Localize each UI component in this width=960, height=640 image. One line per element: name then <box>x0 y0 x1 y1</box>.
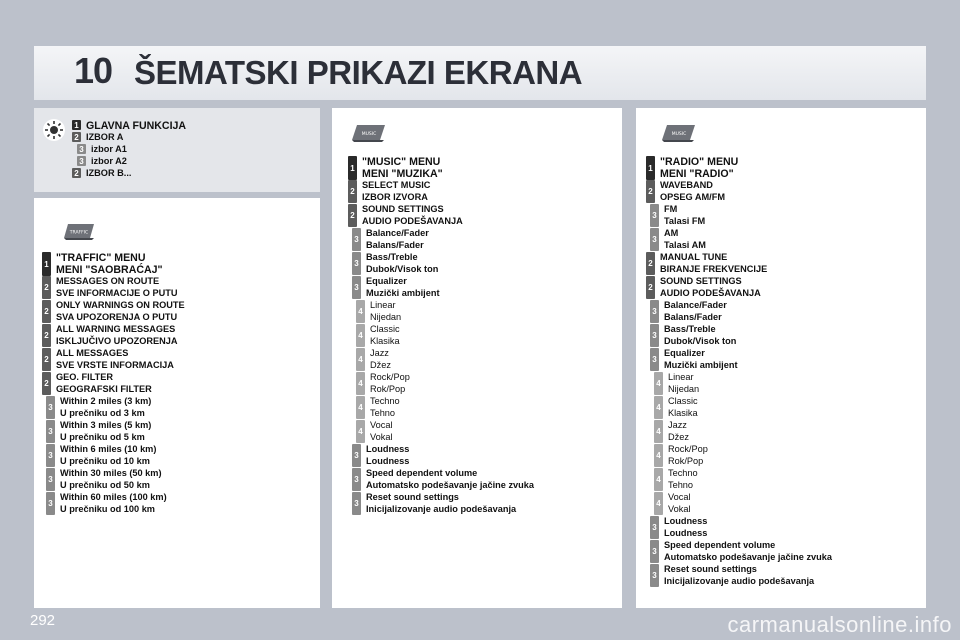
entry-text <box>370 348 391 371</box>
entry-line: Linear <box>370 300 396 310</box>
menu-entry <box>654 420 689 443</box>
level-badge: 4 <box>654 444 663 467</box>
entry-line: Vokal <box>668 503 691 514</box>
level-badge: 3 <box>46 492 55 515</box>
level-badge: 3 <box>352 252 361 275</box>
entry-text <box>56 324 178 347</box>
entry-line: Muzički ambijent <box>366 287 440 298</box>
entry-text <box>664 228 706 251</box>
entry-line: Balans/Fader <box>366 239 424 250</box>
entry-text <box>668 420 689 443</box>
level-badge: 4 <box>654 396 663 419</box>
level-badge: 3 <box>650 324 659 347</box>
menu-entry <box>650 228 706 251</box>
radio-icon-label: MUSIC <box>671 132 687 137</box>
entry-line: U prečniku od 10 km <box>60 455 150 466</box>
level-badge: 2 <box>646 276 655 299</box>
menu-entry <box>46 492 167 515</box>
level-badge: 3 <box>46 468 55 491</box>
entry-line: ALL MESSAGES <box>56 348 129 358</box>
entry-text <box>366 492 516 515</box>
menu-entry <box>654 492 690 515</box>
level-badge: 3 <box>352 468 361 491</box>
entry-line: GEOGRAFSKI FILTER <box>56 383 152 394</box>
entry-line: MANUAL TUNE <box>660 252 728 262</box>
entry-text <box>91 156 127 168</box>
level-badge: 4 <box>356 420 365 443</box>
entry-line: GEO. FILTER <box>56 372 113 382</box>
entry-line: Within 60 miles (100 km) <box>60 492 167 502</box>
entry-line: Loudness <box>664 527 708 538</box>
level-badge: 4 <box>654 372 663 395</box>
level-badge: 3 <box>46 420 55 443</box>
entry-text <box>86 132 123 144</box>
entry-line: Speed dependent volume <box>366 468 478 478</box>
level-badge: 2 <box>42 348 51 371</box>
level-badge: 3 <box>77 156 86 166</box>
entry-line: AUDIO PODEŠAVANJA <box>362 215 463 226</box>
entry-text <box>366 468 534 491</box>
entry-line: Džez <box>370 359 391 370</box>
main-function-icon <box>42 118 66 142</box>
level-badge: 2 <box>348 204 357 227</box>
entry-line: Loudness <box>664 516 708 526</box>
menu-entry <box>646 276 761 299</box>
menu-entry <box>650 324 736 347</box>
level-badge: 4 <box>356 372 365 395</box>
entry-line: OPSEG AM/FM <box>660 191 725 202</box>
menu-entry <box>42 372 152 395</box>
traffic-icon-label: TRAFFIC <box>69 230 89 236</box>
entry-text <box>362 156 443 180</box>
menu-entry <box>46 444 156 467</box>
entry-line: U prečniku od 3 km <box>60 407 145 418</box>
level-badge: 4 <box>654 420 663 443</box>
entry-text <box>366 228 429 251</box>
entry-text <box>60 468 162 491</box>
entry-line: FM <box>664 204 678 214</box>
entry-line: MENI "SAOBRAĆAJ" <box>56 264 163 276</box>
level-badge: 2 <box>72 132 81 142</box>
level-badge: 4 <box>356 324 365 347</box>
entry-text <box>664 348 738 371</box>
entry-line: Reset sound settings <box>366 492 459 502</box>
level-badge: 3 <box>650 516 659 539</box>
entry-line: Techno <box>370 396 400 406</box>
entry-line: Balance/Fader <box>664 300 727 310</box>
entry-text <box>362 180 430 203</box>
menu-entry <box>46 468 162 491</box>
entry-text <box>370 372 410 395</box>
entry-text <box>660 156 738 180</box>
entry-text <box>370 396 400 419</box>
entry-line: AM <box>664 228 679 238</box>
entry-text <box>366 276 440 299</box>
entry-line: U prečniku od 100 km <box>60 503 155 514</box>
entry-line: IZBOR IZVORA <box>362 191 428 202</box>
entry-text <box>370 324 400 347</box>
entry-text <box>56 252 163 276</box>
entry-line: U prečniku od 5 km <box>60 431 145 442</box>
level-badge: 3 <box>650 540 659 563</box>
entry-text <box>668 396 698 419</box>
menu-entry <box>72 120 186 132</box>
entry-line: Dubok/Visok ton <box>366 263 439 274</box>
entry-text <box>366 444 409 467</box>
level-badge: 3 <box>352 444 361 467</box>
level-badge: 2 <box>42 372 51 395</box>
level-badge: 3 <box>46 444 55 467</box>
menu-entry <box>352 492 516 515</box>
entry-text <box>86 120 186 132</box>
menu-entry <box>356 396 400 419</box>
entry-line: Equalizer <box>664 348 705 358</box>
level-badge: 4 <box>356 300 365 323</box>
level-badge: 3 <box>352 492 361 515</box>
entry-line: Balance/Fader <box>366 228 429 238</box>
menu-entry <box>77 156 127 168</box>
entry-line: Rock/Pop <box>668 444 708 454</box>
entry-line: Jazz <box>370 348 389 358</box>
entry-line: Talasi AM <box>664 239 706 250</box>
entry-line: Klasika <box>668 407 698 418</box>
entry-text <box>60 420 151 443</box>
menu-entry <box>352 252 438 275</box>
entry-text <box>664 300 727 323</box>
entry-line: Linear <box>668 372 694 382</box>
entry-text <box>668 372 699 395</box>
entry-line: Jazz <box>668 420 687 430</box>
menu-entry <box>356 300 401 323</box>
entry-text <box>60 492 167 515</box>
menu-entry <box>72 168 131 180</box>
level-badge: 3 <box>650 300 659 323</box>
level-badge: 4 <box>654 468 663 491</box>
level-badge: 3 <box>650 228 659 251</box>
entry-line: Dubok/Visok ton <box>664 335 737 346</box>
music-icon-label: MUSIC <box>361 132 377 137</box>
music-screen-icon <box>348 120 388 144</box>
menu-entry <box>356 372 410 395</box>
chapter-number: 10 <box>74 50 113 91</box>
page-number: 292 <box>30 612 56 629</box>
entry-line: Inicijalizovanje audio podešavanja <box>366 503 517 514</box>
watermark: carmanualsonline.info <box>727 612 952 637</box>
entry-text <box>362 204 463 227</box>
entry-text <box>56 276 178 299</box>
entry-line: izbor A1 <box>91 144 127 154</box>
entry-line: Klasika <box>370 335 400 346</box>
menu-entry <box>352 468 534 491</box>
entry-text <box>370 300 401 323</box>
entry-line: Within 3 miles (5 km) <box>60 420 152 430</box>
entry-line: Within 6 miles (10 km) <box>60 444 157 454</box>
menu-entry <box>356 324 400 347</box>
entry-line: SOUND SETTINGS <box>660 276 742 286</box>
level-badge: 3 <box>352 276 361 299</box>
entry-line: Classic <box>668 396 698 406</box>
entry-text <box>660 276 761 299</box>
level-badge: 4 <box>356 348 365 371</box>
entry-line: Bass/Treble <box>664 324 716 334</box>
page-title: ŠEMATSKI PRIKAZI EKRANA <box>134 54 583 91</box>
entry-line: Balans/Fader <box>664 311 722 322</box>
radio-menu-panel <box>636 108 926 608</box>
entry-line: Techno <box>668 468 698 478</box>
level-badge: 2 <box>646 180 655 203</box>
menu-entry <box>650 564 814 587</box>
level-badge: 3 <box>352 228 361 251</box>
traffic-screen-icon <box>60 218 96 242</box>
menu-entry <box>650 540 832 563</box>
level-badge: 2 <box>646 252 655 275</box>
level-badge: 2 <box>348 180 357 203</box>
entry-line: "MUSIC" MENU <box>362 156 441 168</box>
main-function-panel <box>34 108 320 192</box>
entry-text <box>664 516 707 539</box>
entry-text <box>668 468 698 491</box>
level-badge: 3 <box>77 144 86 154</box>
entry-line: "RADIO" MENU <box>660 156 739 168</box>
page-header <box>34 46 926 100</box>
entry-line: Classic <box>370 324 400 334</box>
entry-line: SELECT MUSIC <box>362 180 431 190</box>
menu-entry <box>42 348 174 371</box>
entry-text <box>86 168 131 180</box>
menu-entry <box>650 348 738 371</box>
entry-line: Nijedan <box>668 383 700 394</box>
menu-entry <box>356 348 391 371</box>
entry-text <box>60 444 156 467</box>
menu-entry <box>654 444 708 467</box>
level-badge: 1 <box>42 252 51 276</box>
entry-line: MENI "MUZIKA" <box>362 168 443 180</box>
entry-line: U prečniku od 50 km <box>60 479 150 490</box>
entry-line: Within 30 miles (50 km) <box>60 468 162 478</box>
music-menu-panel <box>332 108 622 608</box>
entry-line: Rok/Pop <box>668 455 704 466</box>
entry-line: Speed dependent volume <box>664 540 776 550</box>
entry-line: Džez <box>668 431 689 442</box>
menu-entry <box>646 156 738 180</box>
entry-line: IZBOR A <box>86 132 124 142</box>
level-badge: 3 <box>46 396 55 419</box>
entry-line: Automatsko podešavanje jačine zvuka <box>664 551 832 562</box>
entry-line: "TRAFFIC" MENU <box>56 252 146 264</box>
entry-text <box>91 144 127 156</box>
entry-text <box>660 252 767 275</box>
entry-line: MENI "RADIO" <box>660 168 734 180</box>
entry-text <box>60 396 151 419</box>
menu-entry <box>646 252 767 275</box>
menu-entry <box>46 396 151 419</box>
entry-line: Inicijalizovanje audio podešavanja <box>664 575 815 586</box>
traffic-menu-panel <box>34 198 320 608</box>
entry-line: Vokal <box>370 431 393 442</box>
entry-line: ISKLJUČIVO UPOZORENJA <box>56 335 178 346</box>
menu-entry <box>650 300 727 323</box>
level-badge: 4 <box>356 396 365 419</box>
entry-line: ONLY WARNINGS ON ROUTE <box>56 300 185 310</box>
menu-entry <box>654 468 698 491</box>
entry-line: Nijedan <box>370 311 402 322</box>
menu-entry <box>650 204 705 227</box>
entry-line: Automatsko podešavanje jačine zvuka <box>366 479 534 490</box>
menu-entry <box>42 276 178 299</box>
menu-entry <box>356 420 392 443</box>
entry-line: SVE VRSTE INFORMACIJA <box>56 359 174 370</box>
menu-entry <box>654 396 698 419</box>
entry-line: Tehno <box>668 479 694 490</box>
entry-line: GLAVNA FUNKCIJA <box>86 120 187 132</box>
menu-entry <box>352 228 429 251</box>
entry-line: SVE INFORMACIJE O PUTU <box>56 287 178 298</box>
entry-text <box>56 372 152 395</box>
level-badge: 2 <box>42 300 51 323</box>
entry-text <box>668 444 708 467</box>
level-badge: 2 <box>72 168 81 178</box>
level-badge: 3 <box>650 348 659 371</box>
entry-text <box>664 540 832 563</box>
entry-line: MESSAGES ON ROUTE <box>56 276 160 286</box>
menu-entry <box>654 372 699 395</box>
menu-entry <box>348 156 443 180</box>
entry-text <box>366 252 438 275</box>
entry-text <box>370 420 392 443</box>
menu-entry <box>46 420 151 443</box>
entry-text <box>668 492 690 515</box>
menu-entry <box>650 516 707 539</box>
entry-line: Muzički ambijent <box>664 359 738 370</box>
menu-entry <box>42 324 178 347</box>
level-badge: 4 <box>654 492 663 515</box>
entry-line: Talasi FM <box>664 215 706 226</box>
entry-line: izbor A2 <box>91 156 127 166</box>
entry-line: SOUND SETTINGS <box>362 204 444 214</box>
entry-text <box>660 180 725 203</box>
menu-entry <box>348 204 463 227</box>
entry-line: WAVEBAND <box>660 180 713 190</box>
menu-entry <box>42 252 163 276</box>
level-badge: 1 <box>348 156 357 180</box>
entry-line: Vocal <box>668 492 691 502</box>
entry-line: Loudness <box>366 455 410 466</box>
entry-text <box>664 204 705 227</box>
entry-line: AUDIO PODEŠAVANJA <box>660 287 761 298</box>
level-badge: 2 <box>42 276 51 299</box>
entry-line: BIRANJE FREKVENCIJE <box>660 263 768 274</box>
menu-entry <box>352 444 409 467</box>
entry-line: Reset sound settings <box>664 564 757 574</box>
entry-line: Rok/Pop <box>370 383 406 394</box>
entry-line: Rock/Pop <box>370 372 410 382</box>
menu-entry <box>352 276 440 299</box>
menu-entry <box>646 180 725 203</box>
entry-text <box>56 300 185 323</box>
entry-line: ALL WARNING MESSAGES <box>56 324 176 334</box>
entry-text <box>664 564 814 587</box>
menu-entry <box>348 180 430 203</box>
entry-line: Loudness <box>366 444 410 454</box>
entry-line: IZBOR B... <box>86 168 132 178</box>
entry-text <box>56 348 174 371</box>
entry-line: Vocal <box>370 420 393 430</box>
entry-line: Bass/Treble <box>366 252 418 262</box>
level-badge: 2 <box>42 324 51 347</box>
level-badge: 1 <box>646 156 655 180</box>
menu-entry <box>42 300 185 323</box>
radio-screen-icon <box>658 120 698 144</box>
entry-text <box>664 324 736 347</box>
menu-entry <box>77 144 127 156</box>
level-badge: 3 <box>650 564 659 587</box>
entry-line: Within 2 miles (3 km) <box>60 396 152 406</box>
level-badge: 3 <box>650 204 659 227</box>
entry-line: Tehno <box>370 407 396 418</box>
level-badge: 1 <box>72 120 81 130</box>
menu-entry <box>72 132 123 144</box>
entry-line: Equalizer <box>366 276 407 286</box>
entry-line: SVA UPOZORENJA O PUTU <box>56 311 178 322</box>
